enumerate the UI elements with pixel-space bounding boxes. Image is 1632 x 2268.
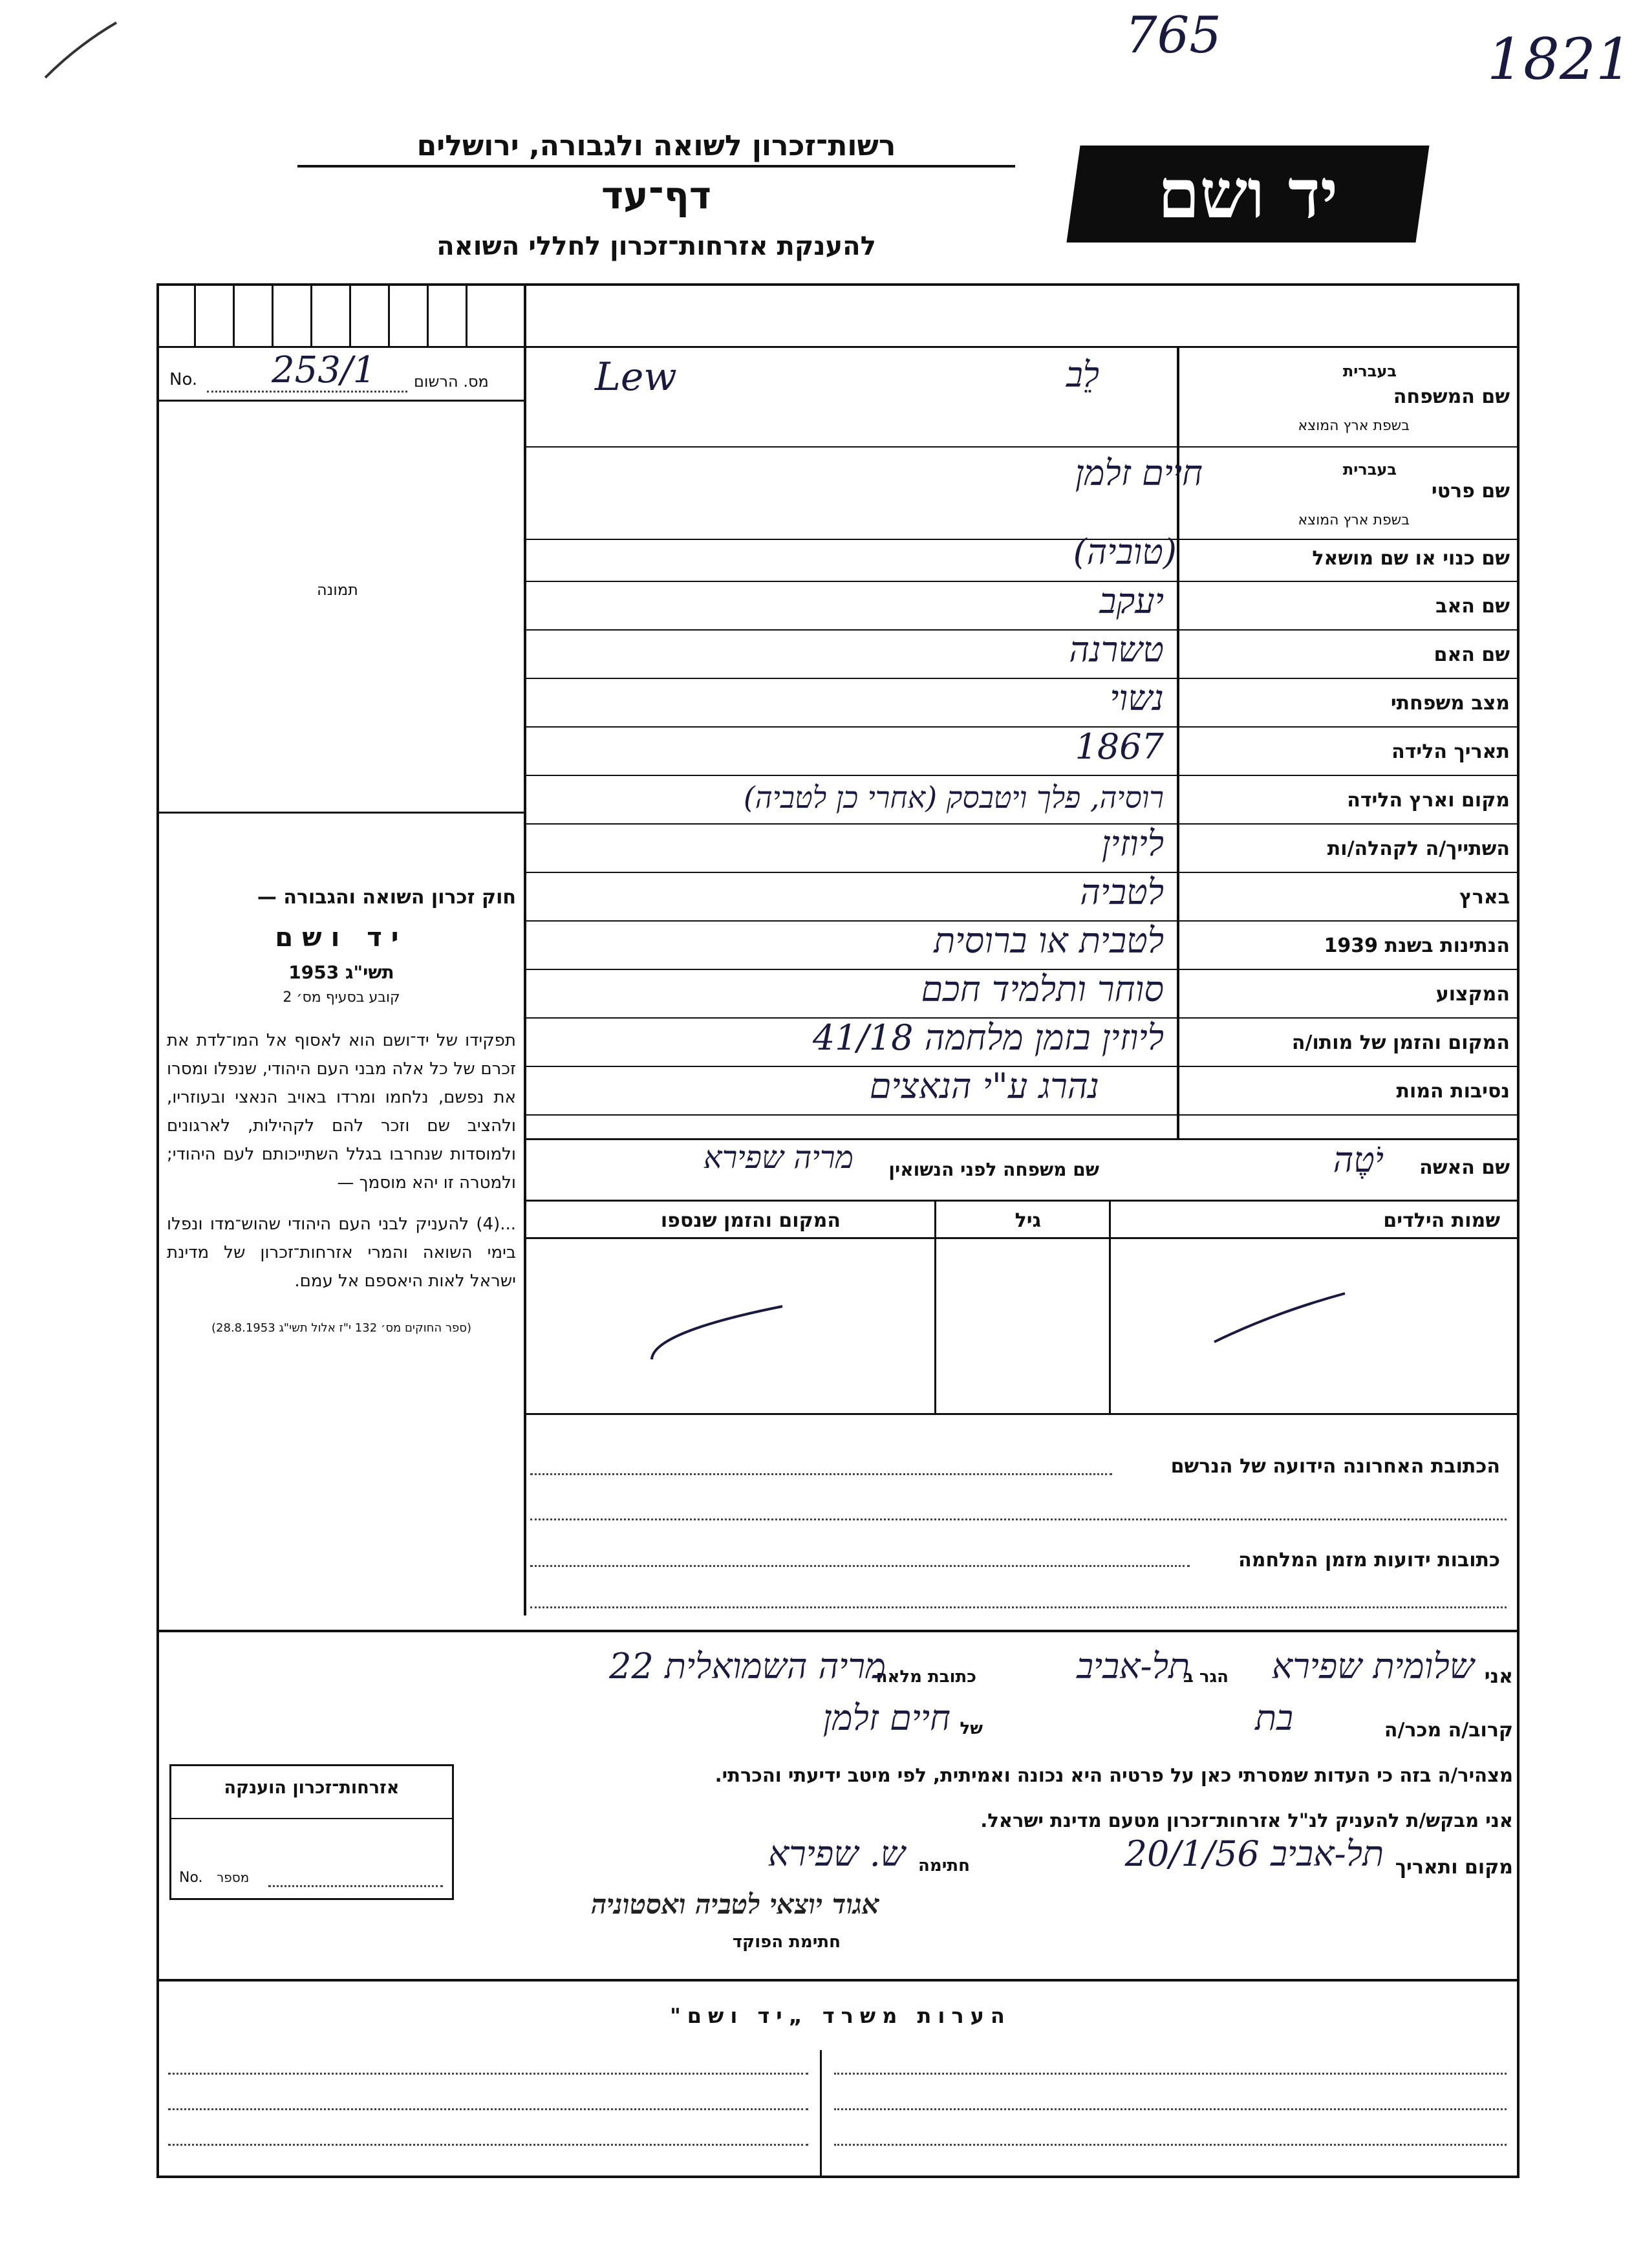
relation-value: בת bbox=[1255, 1698, 1293, 1738]
children-empty-strike-1 bbox=[647, 1300, 789, 1365]
last-address-label: הכתובת האחרונה הידועה של הנרשם bbox=[1170, 1455, 1500, 1478]
children-names-header: שמות הילדים bbox=[1383, 1209, 1500, 1232]
form-title: דף־עד bbox=[601, 173, 712, 217]
registration-number-label: מס. הרשום bbox=[414, 373, 489, 391]
family-name-hebrew-sub: בעברית bbox=[1342, 362, 1397, 380]
yad-vashem-logo bbox=[1066, 146, 1429, 243]
birth-date-label: תאריך הלידה bbox=[1391, 740, 1510, 763]
children-empty-strike-2 bbox=[1209, 1287, 1351, 1352]
declarant-i-label: אני bbox=[1484, 1665, 1513, 1688]
country-value: לטביה bbox=[1080, 872, 1164, 913]
country-label: בארץ bbox=[1459, 886, 1510, 909]
birth-place-value: רוסיה, פלך ויטבסק (אחרי כן לטביה) bbox=[743, 780, 1164, 815]
officer-signature-label: חתימת הפוקד bbox=[732, 1932, 841, 1952]
law-box bbox=[167, 886, 516, 1335]
marital-status-value: נשוי bbox=[1110, 678, 1164, 718]
law-clause: קובע בסעיף מס׳ 2 bbox=[283, 989, 400, 1006]
nickname-label: שם כנוי או שם מושאל bbox=[1312, 547, 1510, 570]
father-name-label: שם האב bbox=[1435, 595, 1510, 618]
death-circumstances-value: נהרג ע"י הנאצים bbox=[869, 1066, 1099, 1107]
law-heading: חוק זכרון השואה והגבורה — bbox=[257, 886, 516, 909]
death-place-time-value: ליוזין בזמן מלחמה 41/18 bbox=[812, 1017, 1164, 1058]
relation-of-value: חיים זלמן bbox=[822, 1698, 950, 1738]
nationality-1939-label: הנתינות בשנת 1939 bbox=[1324, 934, 1510, 957]
declaration-request: אני מבקש/ת להעניק לנ"ל אזרחות־זכרון מטעם מדינת ישראל. bbox=[980, 1809, 1513, 1831]
law-paragraph-1: תפקידו של יד־ושם הוא לאסוף אל המו־לדת את זכרם של כל אלה מבני העם היהודי, שנפלו ומסרו את נפשם, נלחמו ומרדו באויב הנאצי ובעוזריו, ולהציב שם וזכר להם לקהילות, לארגונים ולמוסדות שנחרבו בגלל השתייכותם לעם היהודי; ולמטרה זו יהא מוסמך — bbox=[167, 1031, 516, 1193]
wife-name-value: יֹטֶה bbox=[1333, 1139, 1384, 1180]
wife-maiden-label: שם משפחה לפני הנשואין bbox=[888, 1159, 1099, 1180]
law-name: יד ושם bbox=[275, 923, 408, 953]
children-age-header: גיל bbox=[1015, 1209, 1041, 1232]
birth-place-label: מקום וארץ הלידה bbox=[1347, 789, 1510, 812]
family-name-label: שם המשפחה bbox=[1393, 385, 1510, 408]
family-name-origin-sub: בשפת ארץ המוצא bbox=[1298, 418, 1410, 434]
nationality-1939-value: לטבית או ברוסית bbox=[934, 920, 1164, 961]
signature-value: ש. שפירא bbox=[768, 1833, 905, 1874]
full-address-value: מריה השמואלית 22 bbox=[609, 1646, 886, 1687]
office-notes-title: הערות משרד „יד ושם" bbox=[670, 2003, 1011, 2028]
community-label: השתייך/ה לקהלה/ות bbox=[1327, 837, 1510, 860]
first-name-hebrew-sub: בעברית bbox=[1342, 460, 1397, 479]
relation-label: קרוב/ה מכר/ה bbox=[1384, 1719, 1513, 1742]
citizenship-granted-box bbox=[169, 1764, 454, 1900]
signature-label: חתימה bbox=[918, 1856, 970, 1875]
photo-label: תמונה bbox=[317, 581, 358, 599]
wife-maiden-value: מריה שפירא bbox=[703, 1139, 854, 1176]
first-name-label: שם פרטי bbox=[1431, 480, 1510, 502]
children-fate-header: המקום והזמן שנספו bbox=[660, 1209, 841, 1232]
death-circumstances-label: נסיבות המות bbox=[1396, 1080, 1510, 1103]
first-name-origin-sub: בשפת ארץ המוצא bbox=[1298, 512, 1410, 528]
resides-label: הגר ב bbox=[1183, 1667, 1229, 1687]
full-address-label: כתובת מלאה bbox=[875, 1667, 976, 1687]
place-date-label: מקום ותאריך bbox=[1395, 1856, 1513, 1879]
first-name-value: חיים זלמן bbox=[1075, 453, 1203, 493]
family-name-origin-value: Lew bbox=[595, 354, 677, 400]
mother-name-label: שם האם bbox=[1433, 643, 1510, 666]
form-subtitle: להענקת אזרחות־זכרון לחללי השואה bbox=[436, 232, 876, 261]
declarant-name: שלומית שפירא bbox=[1271, 1646, 1474, 1687]
place-date-value: תל-אביב 20/1/56 bbox=[1124, 1833, 1384, 1874]
birth-date-value: 1867 bbox=[1075, 726, 1164, 767]
corner-number: 1821 bbox=[1487, 26, 1632, 92]
law-footnote: (ספר החוקים מס׳ 132 י"ז אלול תשי"ג 28.8.1953) bbox=[211, 1321, 471, 1335]
citizenship-number-label: מספר bbox=[217, 1870, 250, 1885]
mother-name-value: טשרנה bbox=[1069, 629, 1164, 670]
folio-number: 765 bbox=[1125, 6, 1221, 65]
profession-value: סוחר ותלמיד חכם bbox=[921, 969, 1164, 1010]
death-place-time-label: המקום והזמן של מותו/ה bbox=[1291, 1031, 1510, 1054]
wife-name-label: שם האשה bbox=[1419, 1156, 1510, 1179]
citizenship-no-label: No. bbox=[179, 1870, 203, 1886]
father-name-value: יעקב bbox=[1099, 581, 1164, 621]
officer-stamp: אגוד יוצאי לטביה ואסטוניה bbox=[591, 1888, 879, 1920]
authority-line: רשות־זכרון לשואה ולגבורה, ירושלים bbox=[297, 129, 1015, 167]
law-year: תשי"ג 1953 bbox=[288, 962, 394, 983]
registration-no-label: No. bbox=[169, 370, 198, 389]
profession-label: המקצוע bbox=[1435, 983, 1510, 1006]
relation-of-label: של bbox=[960, 1719, 983, 1738]
law-paragraph-2: ...(4) להעניק לבני העם היהודי שהוש־מדו ונפלו בימי השואה והמרי אזרחות־זכרון של מדינת ישראל לאות היאספם אל עמם. bbox=[167, 1215, 516, 1291]
registration-number: 253/1 bbox=[272, 349, 376, 391]
citizenship-title: אזרחות־זכרון הוענקה bbox=[224, 1778, 400, 1798]
wartime-address-label: כתובות ידועות מזמן המלחמה bbox=[1238, 1549, 1500, 1571]
marital-status-label: מצב משפחתי bbox=[1390, 692, 1510, 715]
community-value: ליוזין bbox=[1101, 823, 1164, 864]
resides-city: תל-אביב bbox=[1076, 1646, 1190, 1687]
margin-check-mark bbox=[39, 19, 123, 84]
logo-text: יד ושם bbox=[1157, 154, 1338, 233]
nickname-value: (טוביה) bbox=[1073, 532, 1177, 572]
declaration-statement: מצהיר/ה בזה כי העדות שמסרתי כאן על פרטיה היא נכונה ואמיתית, לפי מיטב ידיעתי והכרתי. bbox=[714, 1764, 1513, 1786]
family-name-hebrew-value: לֵב bbox=[1066, 354, 1099, 395]
